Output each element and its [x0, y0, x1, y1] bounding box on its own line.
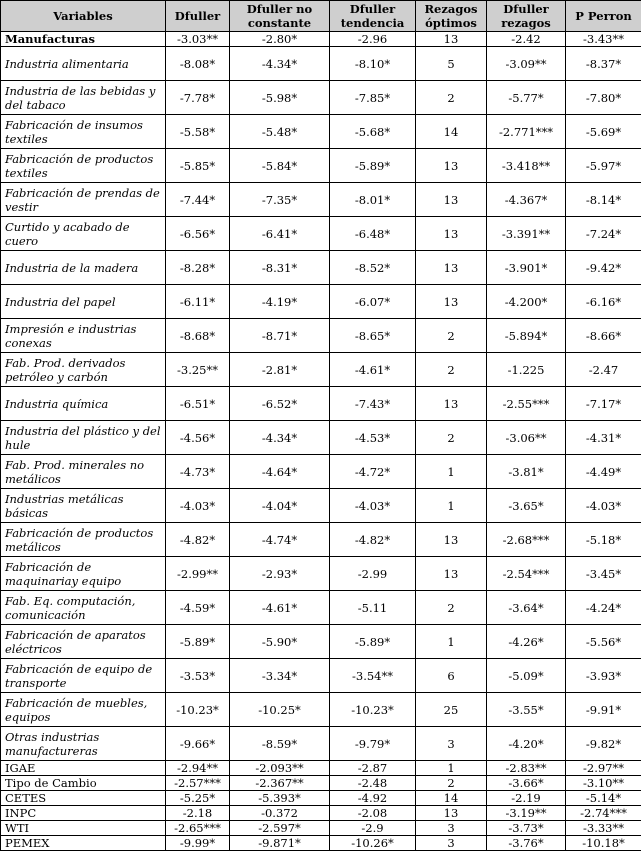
- cell-rezagos-optimos: 14: [416, 791, 487, 806]
- cell-p-perron: -8.37*: [566, 47, 641, 81]
- cell-rezagos-optimos: 6: [416, 659, 487, 693]
- cell-variable-name: Industria química: [1, 387, 166, 421]
- cell-p-perron: -2.47: [566, 353, 641, 387]
- cell-dfuller-no-constante: -4.74*: [230, 523, 330, 557]
- cell-rezagos-optimos: 25: [416, 693, 487, 727]
- cell-rezagos-optimos: 13: [416, 285, 487, 319]
- header-row: [1, 1, 641, 32]
- cell-dfuller-no-constante: -8.59*: [230, 727, 330, 761]
- cell-rezagos-optimos: 13: [416, 251, 487, 285]
- table-row: [1, 47, 641, 81]
- cell-dfuller-tendencia: -7.43*: [330, 387, 416, 421]
- cell-dfuller-no-constante: -5.98*: [230, 81, 330, 115]
- cell-dfuller-rezagos: -5.894*: [487, 319, 566, 353]
- table-row: [1, 625, 641, 659]
- cell-dfuller: -2.18: [166, 806, 230, 821]
- cell-dfuller-rezagos: -4.20*: [487, 727, 566, 761]
- cell-variable-name: WTI: [1, 821, 166, 836]
- cell-rezagos-optimos: 3: [416, 821, 487, 836]
- cell-rezagos-optimos: 1: [416, 489, 487, 523]
- cell-p-perron: -4.24*: [566, 591, 641, 625]
- cell-variable-name: Industria de las bebidas y del tabaco: [1, 81, 166, 115]
- cell-dfuller-no-constante: -4.19*: [230, 285, 330, 319]
- cell-dfuller-no-constante: -6.52*: [230, 387, 330, 421]
- cell-variable-name: Manufacturas: [1, 32, 166, 47]
- cell-dfuller: -3.53*: [166, 659, 230, 693]
- cell-dfuller: -7.78*: [166, 81, 230, 115]
- cell-dfuller-rezagos: -5.09*: [487, 659, 566, 693]
- cell-variable-name: Otras industrias manufactureras: [1, 727, 166, 761]
- table-row: [1, 387, 641, 421]
- cell-dfuller-no-constante: -10.25*: [230, 693, 330, 727]
- cell-dfuller-rezagos: -3.73*: [487, 821, 566, 836]
- header-dfuller: Dfuller: [166, 1, 230, 32]
- table-row: [1, 836, 641, 851]
- cell-dfuller-no-constante: -8.71*: [230, 319, 330, 353]
- cell-dfuller-rezagos: -2.42: [487, 32, 566, 47]
- header-dfuller-tendencia: Dfuller tendencia: [330, 1, 416, 32]
- header-dfuller-rezagos: Dfuller rezagos: [487, 1, 566, 32]
- cell-dfuller-tendencia: -8.65*: [330, 319, 416, 353]
- cell-rezagos-optimos: 1: [416, 455, 487, 489]
- cell-dfuller-rezagos: -2.55***: [487, 387, 566, 421]
- cell-dfuller: -2.65***: [166, 821, 230, 836]
- cell-dfuller-no-constante: -5.84*: [230, 149, 330, 183]
- cell-dfuller-tendencia: -2.96: [330, 32, 416, 47]
- cell-p-perron: -2.97**: [566, 761, 641, 776]
- cell-variable-name: Industria del papel: [1, 285, 166, 319]
- cell-dfuller-rezagos: -3.81*: [487, 455, 566, 489]
- cell-dfuller-rezagos: -3.901*: [487, 251, 566, 285]
- cell-p-perron: -4.03*: [566, 489, 641, 523]
- cell-dfuller: -4.03*: [166, 489, 230, 523]
- cell-variable-name: Industrias metálicas básicas: [1, 489, 166, 523]
- cell-dfuller: -5.58*: [166, 115, 230, 149]
- cell-dfuller: -3.25**: [166, 353, 230, 387]
- cell-dfuller-no-constante: -2.80*: [230, 32, 330, 47]
- cell-dfuller-no-constante: -5.90*: [230, 625, 330, 659]
- cell-dfuller-tendencia: -10.23*: [330, 693, 416, 727]
- cell-p-perron: -3.43**: [566, 32, 641, 47]
- cell-variable-name: INPC: [1, 806, 166, 821]
- cell-dfuller-tendencia: -2.48: [330, 776, 416, 791]
- cell-dfuller-no-constante: -7.35*: [230, 183, 330, 217]
- cell-rezagos-optimos: 13: [416, 183, 487, 217]
- cell-dfuller-no-constante: -2.367**: [230, 776, 330, 791]
- cell-p-perron: -7.80*: [566, 81, 641, 115]
- cell-dfuller: -4.56*: [166, 421, 230, 455]
- cell-dfuller: -5.85*: [166, 149, 230, 183]
- cell-dfuller: -2.94**: [166, 761, 230, 776]
- cell-dfuller-rezagos: -3.65*: [487, 489, 566, 523]
- cell-variable-name: Fabricación de muebles, equipos: [1, 693, 166, 727]
- cell-rezagos-optimos: 2: [416, 421, 487, 455]
- cell-dfuller-rezagos: -4.200*: [487, 285, 566, 319]
- table-row: [1, 776, 641, 791]
- cell-dfuller-no-constante: -4.64*: [230, 455, 330, 489]
- cell-dfuller: -5.89*: [166, 625, 230, 659]
- cell-p-perron: -9.82*: [566, 727, 641, 761]
- cell-rezagos-optimos: 13: [416, 32, 487, 47]
- cell-p-perron: -5.69*: [566, 115, 641, 149]
- cell-rezagos-optimos: 5: [416, 47, 487, 81]
- table-row: [1, 217, 641, 251]
- header-rezagos-optimos: Rezagos óptimos: [416, 1, 487, 32]
- cell-dfuller-rezagos: -5.77*: [487, 81, 566, 115]
- cell-dfuller-rezagos: -2.19: [487, 791, 566, 806]
- cell-rezagos-optimos: 2: [416, 81, 487, 115]
- cell-dfuller-tendencia: -2.87: [330, 761, 416, 776]
- cell-dfuller-tendencia: -2.08: [330, 806, 416, 821]
- cell-dfuller-tendencia: -4.53*: [330, 421, 416, 455]
- cell-rezagos-optimos: 1: [416, 625, 487, 659]
- table-row: [1, 791, 641, 806]
- cell-dfuller-rezagos: -3.64*: [487, 591, 566, 625]
- cell-p-perron: -3.10**: [566, 776, 641, 791]
- table-row: [1, 489, 641, 523]
- cell-dfuller: -8.68*: [166, 319, 230, 353]
- cell-dfuller-rezagos: -3.09**: [487, 47, 566, 81]
- cell-dfuller: -5.25*: [166, 791, 230, 806]
- cell-dfuller-no-constante: -8.31*: [230, 251, 330, 285]
- cell-variable-name: Industria alimentaria: [1, 47, 166, 81]
- cell-p-perron: -5.56*: [566, 625, 641, 659]
- cell-rezagos-optimos: 3: [416, 836, 487, 851]
- table-row: [1, 557, 641, 591]
- cell-dfuller-rezagos: -4.367*: [487, 183, 566, 217]
- cell-dfuller: -7.44*: [166, 183, 230, 217]
- cell-dfuller-no-constante: -2.93*: [230, 557, 330, 591]
- table-row: [1, 285, 641, 319]
- cell-dfuller: -9.99*: [166, 836, 230, 851]
- cell-dfuller-rezagos: -4.26*: [487, 625, 566, 659]
- cell-dfuller-tendencia: -5.68*: [330, 115, 416, 149]
- cell-dfuller-no-constante: -4.34*: [230, 421, 330, 455]
- table-row: [1, 693, 641, 727]
- cell-dfuller-tendencia: -6.07*: [330, 285, 416, 319]
- cell-dfuller-rezagos: -2.771***: [487, 115, 566, 149]
- cell-dfuller-tendencia: -4.03*: [330, 489, 416, 523]
- cell-p-perron: -5.14*: [566, 791, 641, 806]
- header-dfuller-no-constante: Dfuller no constante: [230, 1, 330, 32]
- cell-variable-name: Fabricación de maquinariay equipo: [1, 557, 166, 591]
- cell-dfuller-tendencia: -8.10*: [330, 47, 416, 81]
- table-row: [1, 149, 641, 183]
- cell-p-perron: -7.24*: [566, 217, 641, 251]
- cell-variable-name: Curtido y acabado de cuero: [1, 217, 166, 251]
- cell-rezagos-optimos: 13: [416, 217, 487, 251]
- cell-p-perron: -9.42*: [566, 251, 641, 285]
- cell-variable-name: Fabricación de insumos textiles: [1, 115, 166, 149]
- cell-dfuller-tendencia: -9.79*: [330, 727, 416, 761]
- table-row: [1, 115, 641, 149]
- cell-rezagos-optimos: 13: [416, 387, 487, 421]
- cell-dfuller-rezagos: -2.68***: [487, 523, 566, 557]
- cell-dfuller: -4.73*: [166, 455, 230, 489]
- header-variables: Variables: [1, 1, 166, 32]
- cell-dfuller: -2.99**: [166, 557, 230, 591]
- cell-dfuller-no-constante: -2.597*: [230, 821, 330, 836]
- cell-dfuller-no-constante: -4.04*: [230, 489, 330, 523]
- cell-dfuller-tendencia: -5.89*: [330, 149, 416, 183]
- cell-rezagos-optimos: 13: [416, 806, 487, 821]
- cell-p-perron: -3.33**: [566, 821, 641, 836]
- table-row: [1, 821, 641, 836]
- cell-dfuller: -3.03**: [166, 32, 230, 47]
- cell-variable-name: Fabricación de aparatos eléctricos: [1, 625, 166, 659]
- cell-dfuller: -6.11*: [166, 285, 230, 319]
- cell-p-perron: -5.97*: [566, 149, 641, 183]
- cell-rezagos-optimos: 3: [416, 727, 487, 761]
- cell-variable-name: Fab. Prod. minerales no metálicos: [1, 455, 166, 489]
- cell-dfuller-tendencia: -6.48*: [330, 217, 416, 251]
- cell-p-perron: -10.18*: [566, 836, 641, 851]
- table-row: [1, 591, 641, 625]
- table-header: [1, 1, 641, 32]
- cell-p-perron: -3.93*: [566, 659, 641, 693]
- table-row: [1, 81, 641, 115]
- cell-p-perron: -4.49*: [566, 455, 641, 489]
- cell-rezagos-optimos: 2: [416, 776, 487, 791]
- cell-dfuller-rezagos: -3.55*: [487, 693, 566, 727]
- table-row: [1, 353, 641, 387]
- cell-dfuller-tendencia: -8.52*: [330, 251, 416, 285]
- cell-rezagos-optimos: 14: [416, 115, 487, 149]
- cell-dfuller-no-constante: -5.393*: [230, 791, 330, 806]
- cell-dfuller-tendencia: -4.82*: [330, 523, 416, 557]
- cell-variable-name: Fab. Eq. computación, comunicación: [1, 591, 166, 625]
- cell-dfuller-no-constante: -4.34*: [230, 47, 330, 81]
- cell-dfuller-rezagos: -3.418**: [487, 149, 566, 183]
- table-row: [1, 523, 641, 557]
- cell-dfuller-no-constante: -6.41*: [230, 217, 330, 251]
- cell-dfuller-tendencia: -4.72*: [330, 455, 416, 489]
- cell-dfuller-tendencia: -2.99: [330, 557, 416, 591]
- cell-dfuller-rezagos: -2.54***: [487, 557, 566, 591]
- cell-dfuller-tendencia: -4.61*: [330, 353, 416, 387]
- cell-dfuller-no-constante: -5.48*: [230, 115, 330, 149]
- cell-dfuller-rezagos: -3.391**: [487, 217, 566, 251]
- table-row: [1, 727, 641, 761]
- cell-dfuller: -10.23*: [166, 693, 230, 727]
- cell-dfuller-tendencia: -7.85*: [330, 81, 416, 115]
- table-row: [1, 659, 641, 693]
- cell-dfuller-tendencia: -2.9: [330, 821, 416, 836]
- cell-variable-name: IGAE: [1, 761, 166, 776]
- table-row: [1, 319, 641, 353]
- cell-rezagos-optimos: 2: [416, 353, 487, 387]
- cell-p-perron: -5.18*: [566, 523, 641, 557]
- cell-variable-name: Fabricación de productos textiles: [1, 149, 166, 183]
- cell-dfuller-rezagos: -3.76*: [487, 836, 566, 851]
- table-row: [1, 806, 641, 821]
- cell-variable-name: Tipo de Cambio: [1, 776, 166, 791]
- table-row: [1, 251, 641, 285]
- header-p-perron: P Perron: [566, 1, 641, 32]
- cell-dfuller-no-constante: -4.61*: [230, 591, 330, 625]
- cell-dfuller-no-constante: -9.871*: [230, 836, 330, 851]
- cell-dfuller-no-constante: -2.093**: [230, 761, 330, 776]
- cell-dfuller-tendencia: -5.89*: [330, 625, 416, 659]
- cell-p-perron: -3.45*: [566, 557, 641, 591]
- cell-dfuller: -4.82*: [166, 523, 230, 557]
- cell-dfuller-no-constante: -2.81*: [230, 353, 330, 387]
- cell-dfuller-no-constante: -3.34*: [230, 659, 330, 693]
- table-row: [1, 421, 641, 455]
- cell-p-perron: -6.16*: [566, 285, 641, 319]
- cell-dfuller-tendencia: -4.92: [330, 791, 416, 806]
- cell-variable-name: Impresión e industrias conexas: [1, 319, 166, 353]
- cell-dfuller-rezagos: -2.83**: [487, 761, 566, 776]
- cell-variable-name: CETES: [1, 791, 166, 806]
- cell-rezagos-optimos: 2: [416, 319, 487, 353]
- cell-variable-name: PEMEX: [1, 836, 166, 851]
- cell-p-perron: -9.91*: [566, 693, 641, 727]
- cell-rezagos-optimos: 2: [416, 591, 487, 625]
- cell-dfuller-tendencia: -3.54**: [330, 659, 416, 693]
- table-row: [1, 761, 641, 776]
- cell-rezagos-optimos: 13: [416, 149, 487, 183]
- cell-p-perron: -4.31*: [566, 421, 641, 455]
- cell-dfuller-rezagos: -3.06**: [487, 421, 566, 455]
- cell-rezagos-optimos: 1: [416, 761, 487, 776]
- cell-dfuller-rezagos: -1.225: [487, 353, 566, 387]
- cell-dfuller-rezagos: -3.19**: [487, 806, 566, 821]
- cell-dfuller: -2.57***: [166, 776, 230, 791]
- cell-dfuller: -4.59*: [166, 591, 230, 625]
- cell-p-perron: -8.14*: [566, 183, 641, 217]
- cell-dfuller-rezagos: -3.66*: [487, 776, 566, 791]
- cell-rezagos-optimos: 13: [416, 557, 487, 591]
- cell-dfuller: -8.28*: [166, 251, 230, 285]
- cell-dfuller: -6.56*: [166, 217, 230, 251]
- table-body: [1, 32, 641, 851]
- cell-dfuller-no-constante: -0.372: [230, 806, 330, 821]
- cell-variable-name: Fab. Prod. derivados petróleo y carbón: [1, 353, 166, 387]
- table-row: [1, 455, 641, 489]
- cell-p-perron: -2.74***: [566, 806, 641, 821]
- cell-dfuller: -8.08*: [166, 47, 230, 81]
- cell-variable-name: Industria de la madera: [1, 251, 166, 285]
- cell-variable-name: Fabricación de productos metálicos: [1, 523, 166, 557]
- cell-p-perron: -8.66*: [566, 319, 641, 353]
- cell-variable-name: Fabricación de prendas de vestir: [1, 183, 166, 217]
- cell-rezagos-optimos: 13: [416, 523, 487, 557]
- cell-variable-name: Industria del plástico y del hule: [1, 421, 166, 455]
- table-row: [1, 183, 641, 217]
- cell-dfuller: -6.51*: [166, 387, 230, 421]
- cell-variable-name: Fabricación de equipo de transporte: [1, 659, 166, 693]
- table-row: [1, 32, 641, 47]
- cell-p-perron: -7.17*: [566, 387, 641, 421]
- cell-dfuller-tendencia: -10.26*: [330, 836, 416, 851]
- cell-dfuller-tendencia: -8.01*: [330, 183, 416, 217]
- cell-dfuller-tendencia: -5.11: [330, 591, 416, 625]
- cell-dfuller: -9.66*: [166, 727, 230, 761]
